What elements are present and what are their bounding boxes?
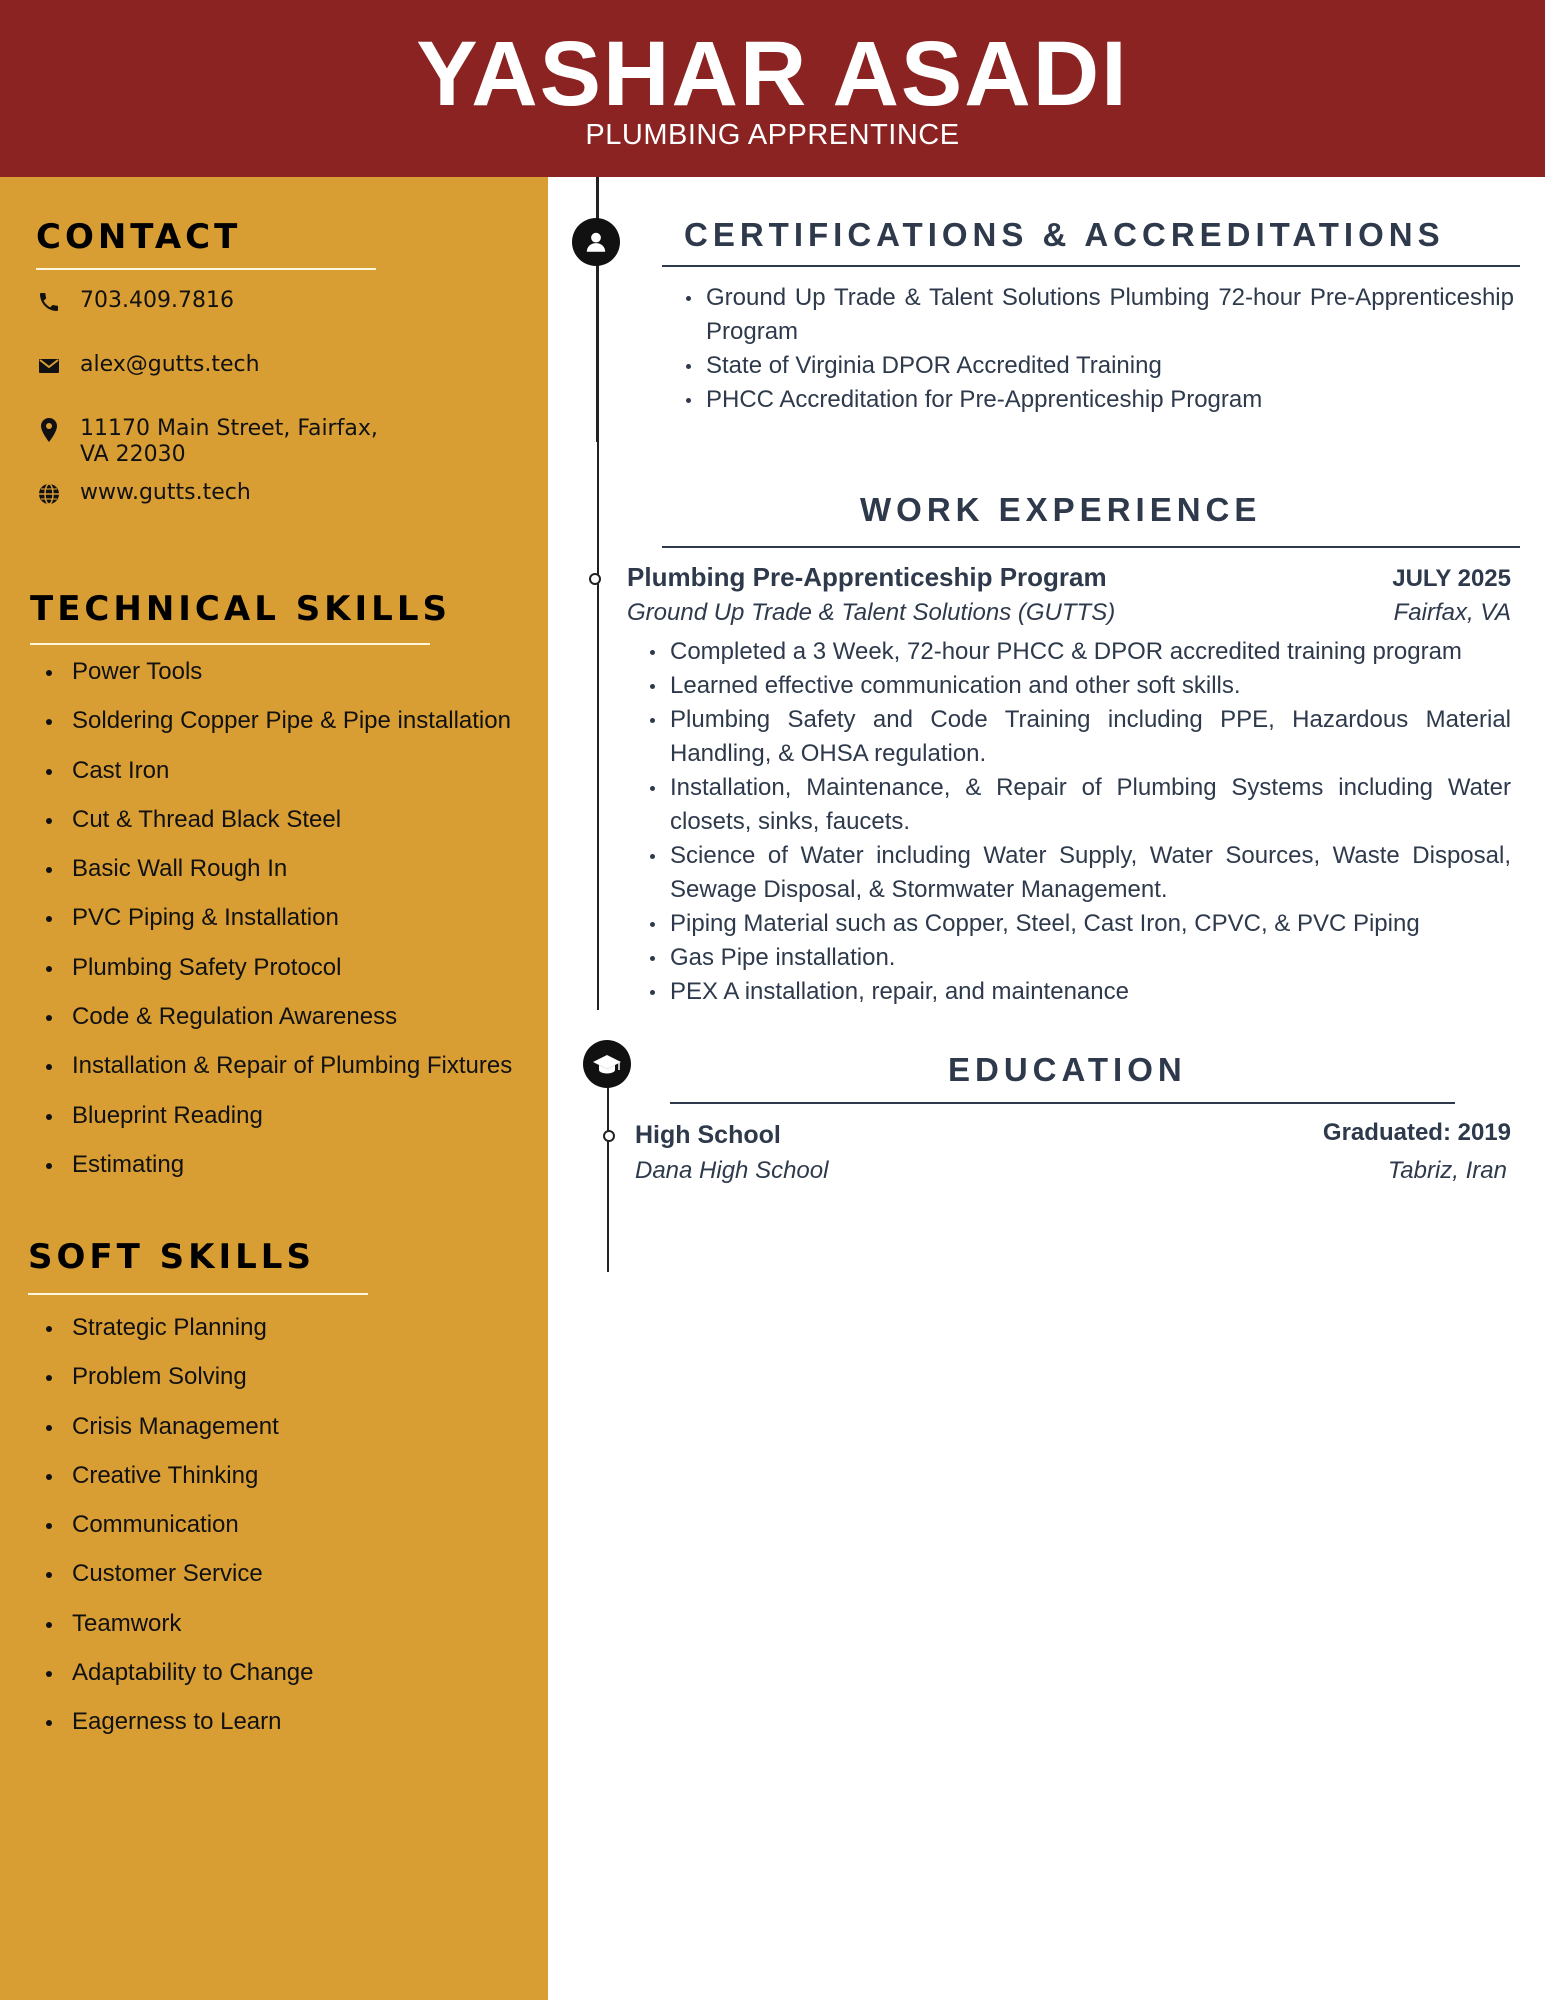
soft-skill-item: Problem Solving [44,1362,314,1411]
work-experience-heading: WORK EXPERIENCE [860,491,1262,528]
technical-skills-list [44,657,512,1199]
candidate-role: PLUMBING APPRENTINCE [585,119,960,151]
address-line-2: VA 22030 [80,442,186,467]
user-icon [572,218,620,266]
soft-skills-divider [28,1293,368,1295]
address-line-1: 11170 Main Street, Fairfax, [80,416,378,441]
education-school: Dana High School [635,1157,829,1184]
contact-website [36,480,251,507]
technical-skill-item: Cut & Thread Black Steel [44,805,512,854]
phone-icon [36,289,62,315]
soft-skill-item: Teamwork [44,1609,314,1658]
job-bullet-item: Learned effective communication and other soft skills. [650,669,1511,703]
technical-skill-item: Plumbing Safety Protocol [44,953,512,1002]
phone-text: 703.409.7816 [80,288,234,313]
job-date: JULY 2025 [1392,565,1511,592]
soft-skill-item: Adaptability to Change [44,1658,314,1707]
contact-heading: CONTACT [36,217,242,257]
soft-skills-list [44,1313,314,1757]
soft-skill-item: Crisis Management [44,1412,314,1461]
certifications-divider [662,265,1520,267]
job-bullet-item: Science of Water including Water Supply, Water Sources, Waste Disposal, Sewage Disposal, & Stormwater Management. [650,839,1511,907]
soft-skill-item: Creative Thinking [44,1461,314,1510]
job-location: Fairfax, VA [1393,599,1511,626]
timeline-line-bottom [607,1062,609,1272]
job-organization: Ground Up Trade & Talent Solutions (GUTTS) [627,599,1116,626]
education-location: Tabriz, Iran [1387,1157,1507,1184]
job-bullet-item: Plumbing Safety and Code Training including PPE, Hazardous Material Handling, & OHSA regulation. [650,703,1511,771]
timeline-dot-education [603,1130,615,1142]
address-text [80,416,378,468]
certification-item: State of Virginia DPOR Accredited Training [686,349,1514,383]
technical-skill-item: Code & Regulation Awareness [44,1002,512,1051]
graduation-cap-icon [583,1040,631,1088]
certifications-list [686,281,1514,417]
timeline-line-top [596,177,599,442]
job-bullet-item: Completed a 3 Week, 72-hour PHCC & DPOR accredited training program [650,635,1511,669]
education-graduated: Graduated: 2019 [1322,1119,1511,1146]
timeline-line-middle [597,442,599,1010]
technical-skill-item: Installation & Repair of Plumbing Fixtures [44,1051,512,1100]
soft-skill-item: Customer Service [44,1559,314,1608]
technical-skill-item: Soldering Copper Pipe & Pipe installation [44,706,512,755]
timeline-dot-work [589,573,601,585]
technical-skills-divider [30,643,430,645]
technical-skill-item: PVC Piping & Installation [44,903,512,952]
technical-skills-heading: TECHNICAL SKILLS [30,589,451,629]
job-bullet-item: PEX A installation, repair, and maintenance [650,975,1511,1009]
location-pin-icon [36,417,62,443]
technical-skill-item: Cast Iron [44,756,512,805]
candidate-name: YASHAR ASADI [416,23,1129,125]
soft-skill-item: Strategic Planning [44,1313,314,1362]
mail-icon [36,353,62,379]
technical-skill-item: Basic Wall Rough In [44,854,512,903]
certifications-heading: CERTIFICATIONS & ACCREDITATIONS [684,216,1445,253]
certification-item: PHCC Accreditation for Pre-Apprenticeship Program [686,383,1514,417]
website-text: www.gutts.tech [80,480,251,505]
soft-skill-item: Communication [44,1510,314,1559]
soft-skills-heading: SOFT SKILLS [28,1237,315,1277]
contact-phone [36,288,234,315]
globe-icon [36,481,62,507]
education-degree: High School [635,1121,781,1149]
job-bullets-list [650,635,1511,1009]
job-title: Plumbing Pre-Apprenticeship Program [627,562,1107,592]
technical-skill-item: Estimating [44,1150,512,1199]
resume-header [0,0,1545,177]
contact-address [36,416,378,468]
certification-item: Ground Up Trade & Talent Solutions Plumbing 72-hour Pre-Apprenticeship Program [686,281,1514,349]
job-bullet-item: Piping Material such as Copper, Steel, Cast Iron, CPVC, & PVC Piping [650,907,1511,941]
technical-skill-item: Power Tools [44,657,512,706]
email-text: alex@gutts.tech [80,352,260,377]
contact-email [36,352,260,379]
contact-divider [36,268,376,270]
work-experience-divider [662,546,1520,548]
job-bullet-item: Installation, Maintenance, & Repair of Plumbing Systems including Water closets, sinks, faucets. [650,771,1511,839]
sidebar [0,177,548,2000]
education-heading: EDUCATION [948,1051,1187,1088]
education-divider [670,1102,1455,1104]
technical-skill-item: Blueprint Reading [44,1101,512,1150]
soft-skill-item: Eagerness to Learn [44,1707,314,1756]
job-bullet-item: Gas Pipe installation. [650,941,1511,975]
